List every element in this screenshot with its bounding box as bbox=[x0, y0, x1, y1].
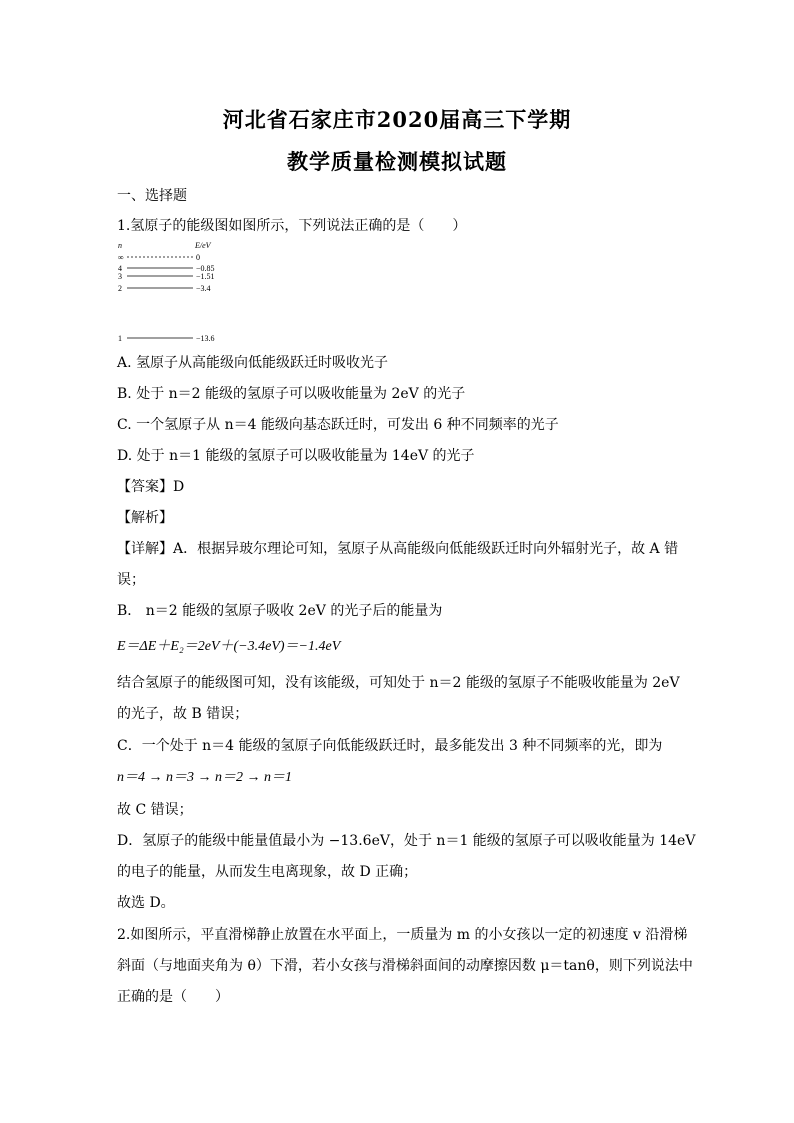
question-2-stem-line: 正确的是（ ） bbox=[117, 989, 229, 1005]
question-1-stem: 1.氢原子的能级图如图所示，下列说法正确的是（ ） bbox=[117, 218, 467, 234]
section-heading: 一、选择题 bbox=[117, 188, 187, 204]
level-3-energy: −1.51 bbox=[196, 272, 215, 281]
doc-title-line1: 河北省石家庄市2020届高三下学期 bbox=[222, 107, 572, 132]
level-3 bbox=[118, 272, 215, 281]
level-1-energy: −13.6 bbox=[196, 334, 215, 343]
analysis-conclusion: 故选 D。 bbox=[117, 895, 175, 911]
question-2-stem-line: 2.如图所示，平直滑梯静止放置在水平面上，一质量为 m 的小女孩以一定的初速度 v 沿滑梯 bbox=[117, 927, 688, 943]
analysis-line: 【详解】A．根据异玻尔理论可知，氢原子从高能级向低能级跃迁时向外辐射光子，故 A 错 bbox=[117, 541, 679, 557]
level-inf-n: ∞ bbox=[118, 253, 124, 262]
option-c: C. 一个氢原子从 n＝4 能级向基态跃迁时，可发出 6 种不同频率的光子 bbox=[117, 417, 559, 433]
level-3-n: 3 bbox=[118, 272, 122, 281]
analysis-line: 故 C 错误； bbox=[117, 802, 193, 818]
level-inf-energy: 0 bbox=[196, 253, 200, 262]
analysis-line: 误； bbox=[117, 572, 145, 588]
transition-chain: n＝4 → n＝3 → n＝2 → n＝1 bbox=[117, 770, 292, 785]
option-a: A. 氢原子从高能级向低能级跃迁时吸收光子 bbox=[117, 355, 389, 371]
n-axis-label: n bbox=[118, 241, 122, 250]
question-2-stem-line: 斜面（与地面夹角为 θ）下滑，若小女孩与滑梯斜面间的动摩擦因数 μ＝tanθ，则下列说法中 bbox=[117, 958, 693, 974]
level-inf bbox=[118, 253, 200, 262]
level-4-energy: −0.85 bbox=[196, 264, 215, 273]
analysis-line: D．氢原子的能级中能量值最小为 −13.6eV，处于 n＝1 能级的氢原子可以吸收能量为 14eV bbox=[117, 833, 696, 849]
analysis-line: 的电子的能量，从而发生电离现象，故 D 正确； bbox=[117, 864, 418, 880]
answer-line: 【答案】D bbox=[117, 479, 185, 495]
level-1-n: 1 bbox=[118, 334, 122, 343]
analysis-line: B． n＝2 能级的氢原子吸收 2eV 的光子后的能量为 bbox=[117, 603, 443, 619]
energy-equation: E＝ΔE＋E₂＝2eV＋(−3.4eV)＝−1.4eV bbox=[117, 639, 341, 654]
analysis-line: 结合氢原子的能级图可知，没有该能级，可知处于 n＝2 能级的氢原子不能吸收能量为 2eV bbox=[117, 675, 680, 691]
option-b: B. 处于 n＝2 能级的氢原子可以吸收能量为 2eV 的光子 bbox=[117, 386, 466, 402]
analysis-line: 的光子，故 B 错误； bbox=[117, 706, 249, 722]
analysis-heading: 【解析】 bbox=[117, 510, 173, 526]
level-1 bbox=[118, 334, 215, 343]
energy-level-diagram bbox=[116, 240, 226, 350]
level-2-energy: −3.4 bbox=[196, 284, 211, 293]
doc-title-line2: 教学质量检测模拟试题 bbox=[287, 149, 507, 174]
level-2 bbox=[118, 284, 211, 293]
analysis-line: C．一个处于 n＝4 能级的氢原子向低能级跃迁时，最多能发出 3 种不同频率的光，即为 bbox=[117, 738, 663, 754]
energy-axis-label: E/eV bbox=[195, 241, 211, 250]
level-2-n: 2 bbox=[118, 284, 122, 293]
level-4-n: 4 bbox=[118, 264, 122, 273]
option-d: D. 处于 n＝1 能级的氢原子可以吸收能量为 14eV 的光子 bbox=[117, 448, 475, 464]
